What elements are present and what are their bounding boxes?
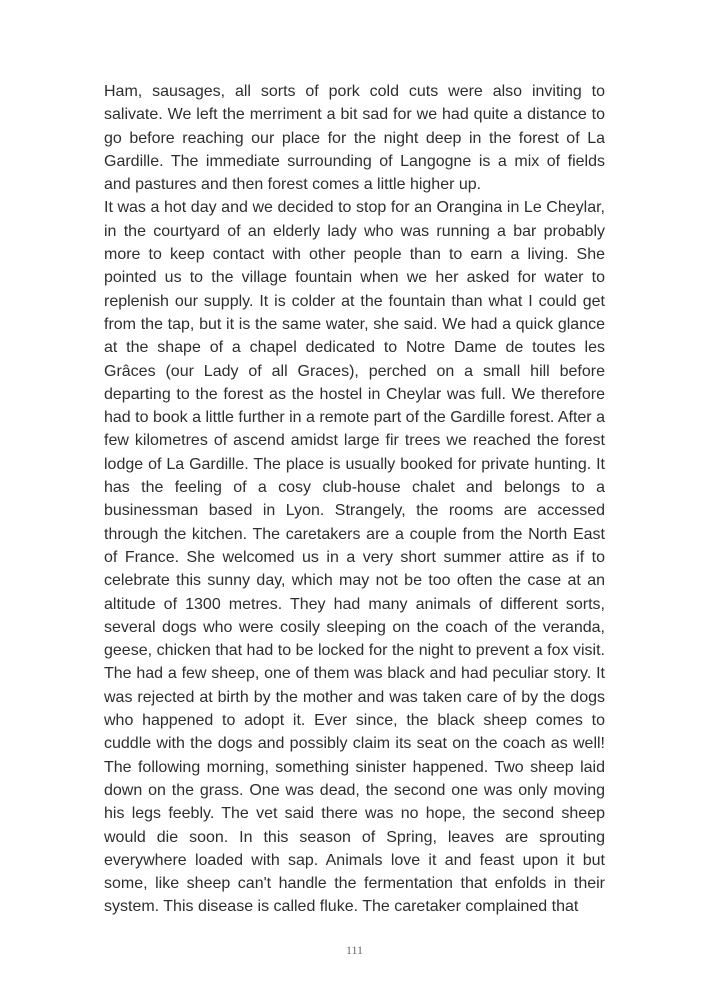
paragraph: It was a hot day and we decided to stop for an Orangina in Le Cheylar, in the courtyard of an elderly lady who was running a bar probably more to keep contact with other people than to earn a living. She pointed us to the village fountain when we her asked for water to replenish our supply. It is colder at the fountain than what I could get from the tap, but it is the same water, she said. We had a quick glance at the shape of a chapel dedicated to Notre Dame de toutes les Grâces (our Lady of all Graces), perched on a small hill before departing to the forest as the hostel in Cheylar was full. We therefore had to book a little further in a remote part of the Gardille forest. After a few kilometres of ascend amidst large fir trees we reached the forest lodge of La Gardille. The place is usually booked for private hunting. It has the feeling of a cosy club-house chalet and belongs to a businessman based in Lyon. Strangely, the rooms are accessed through the kitchen. The caretakers are a couple from the North East of France. She welcomed us in a very short summer attire as if to celebrate this sunny day, which may not be too often the case at an altitude of 1300 metres. They had many animals of different sorts, several dogs who were cosily sleeping on the coach of the veranda, geese, chicken that had to be locked for the night to prevent a fox visit. The had a few sheep, one of them was black and had peculiar story. It was rejected at birth by the mother and was taken care of by the dogs who happened to adopt it. Ever since, the black sheep comes to cuddle with the dogs and possibly claim its seat on the coach as well! The following morning, something sinister happened. Two sheep laid down on the grass. One was dead, the second one was only moving his legs feebly. The vet said there was no hope, the second sheep would die soon. In this season of Spring, leaves are sprouting everywhere loaded with sap. Animals love it and feast upon it but some, like sheep can't handle the fermentation that enfolds in their system. This disease is called fluke. The caretaker complained that <box>104 199 605 916</box>
page-number: 111 <box>345 943 364 957</box>
body-text <box>104 80 605 919</box>
paragraph: Ham, sausages, all sorts of pork cold cuts were also inviting to salivate. We left the merriment a bit sad for we had quite a distance to go before reaching our place for the night deep in the forest of La Gardille. The immediate surrounding of Langogne is a mix of fields and pastures and then forest comes a little higher up. <box>104 83 605 194</box>
